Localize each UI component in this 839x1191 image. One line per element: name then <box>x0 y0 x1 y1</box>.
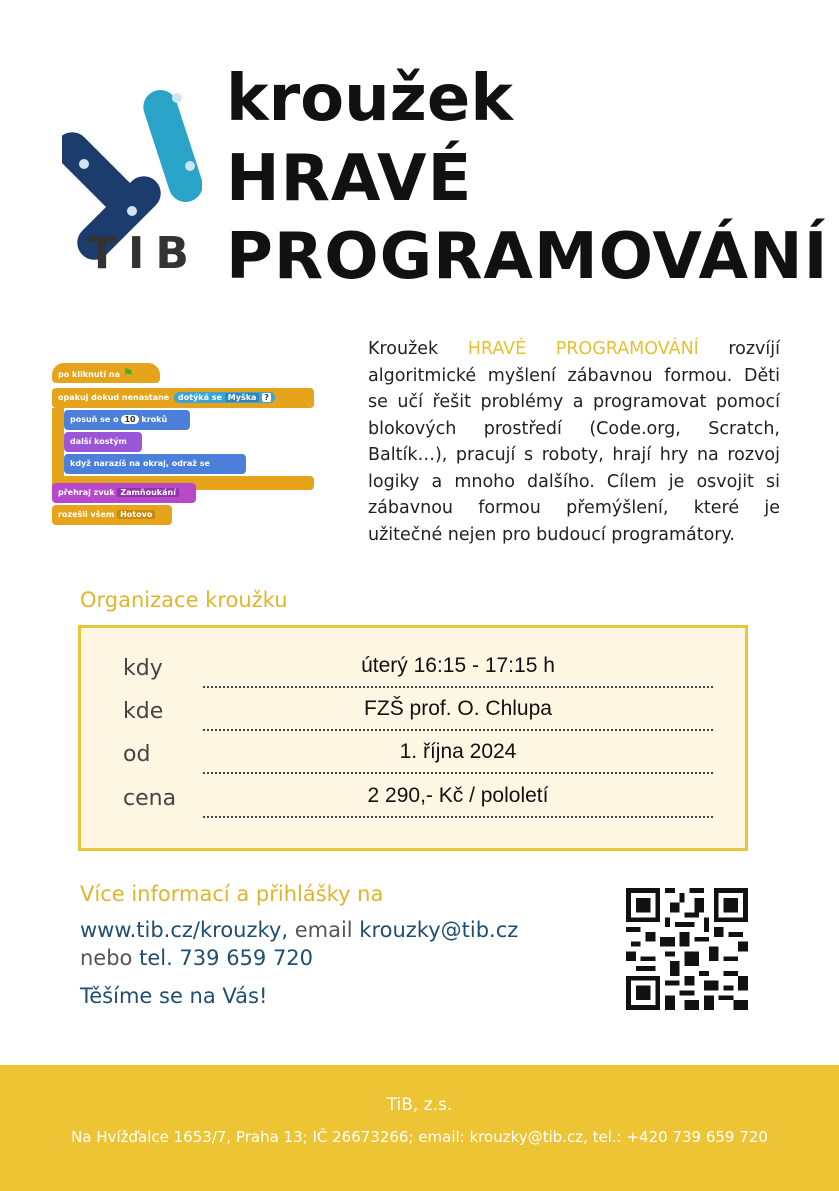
title-line-3: PROGRAMOVÁNÍ <box>226 220 829 294</box>
organization-box <box>78 625 748 851</box>
logo-text: TIB <box>87 228 200 279</box>
value-from: 1. října 2024 <box>399 740 517 763</box>
title-line-1: kroužek <box>226 62 513 136</box>
row-where: kde FZŠ prof. O. Chlupa <box>123 695 713 735</box>
row-from: od 1. října 2024 <box>123 738 713 778</box>
organization-heading: Organizace kroužku <box>80 588 288 612</box>
intro-highlight: HRAVÉ PROGRAMOVÁNÍ <box>467 339 699 359</box>
footer-address: Na Hvížďalce 1653/7, Praha 13; IČ 26673266; email: krouzky@tib.cz, tel.: +420 739 659 720 <box>71 1128 768 1146</box>
phone-link[interactable]: tel. 739 659 720 <box>139 946 314 970</box>
qr-code[interactable] <box>626 888 748 1010</box>
closing-text: Těšíme se na Vás! <box>80 984 268 1008</box>
footer <box>0 1065 839 1191</box>
block-play-sound: přehraj zvuk Zamňoukání <box>52 483 196 503</box>
footer-org: TiB, z.s. <box>386 1095 453 1115</box>
title-line-2: HRAVÉ <box>226 142 473 216</box>
web-link[interactable]: www.tib.cz/krouzky, <box>80 918 289 942</box>
scratch-blocks-illustration <box>52 355 322 530</box>
email-link[interactable]: krouzky@tib.cz <box>359 918 519 942</box>
value-price: 2 290,- Kč / pololetí <box>367 784 549 807</box>
block-bounce: když narazíš na okraj, odraž se <box>64 454 246 474</box>
more-info-heading: Více informací a přihlášky na <box>80 882 384 906</box>
block-next-costume: další kostým <box>64 432 142 452</box>
block-when-clicked: po kliknutí na ⚑ <box>52 363 160 383</box>
block-broadcast: rozešli všem Hotovo <box>52 505 172 525</box>
block-move: posuň se o 10 kroků <box>64 410 190 430</box>
contact-phone: nebo tel. 739 659 720 <box>80 946 314 970</box>
value-where: FZŠ prof. O. Chlupa <box>364 697 552 720</box>
row-when: kdy úterý 16:15 - 17:15 h <box>123 652 713 692</box>
contact-web-email: www.tib.cz/krouzky, email krouzky@tib.cz <box>80 918 519 942</box>
green-flag-icon: ⚑ <box>122 366 134 380</box>
value-when: úterý 16:15 - 17:15 h <box>361 654 555 677</box>
intro-paragraph: Kroužek HRAVÉ PROGRAMOVÁNÍ rozvíjí algoritmické myšlení zábavnou formou. Děti se učí řešit problémy a programovat pomocí blokových prostředí (Code.org, Scratch, Baltík…), pracují s roboty, hrají hry na rozvoj logiky a mnoho dalšího. Cílem je osvojit si zábavnou formou přemýšlení, které je užitečné nejen pro budoucí programátory. <box>368 339 780 545</box>
row-price: cena 2 290,- Kč / pololetí <box>123 782 713 822</box>
block-repeat-until: opakuj dokud nenastane dotýká se Myška ? <box>52 388 314 408</box>
